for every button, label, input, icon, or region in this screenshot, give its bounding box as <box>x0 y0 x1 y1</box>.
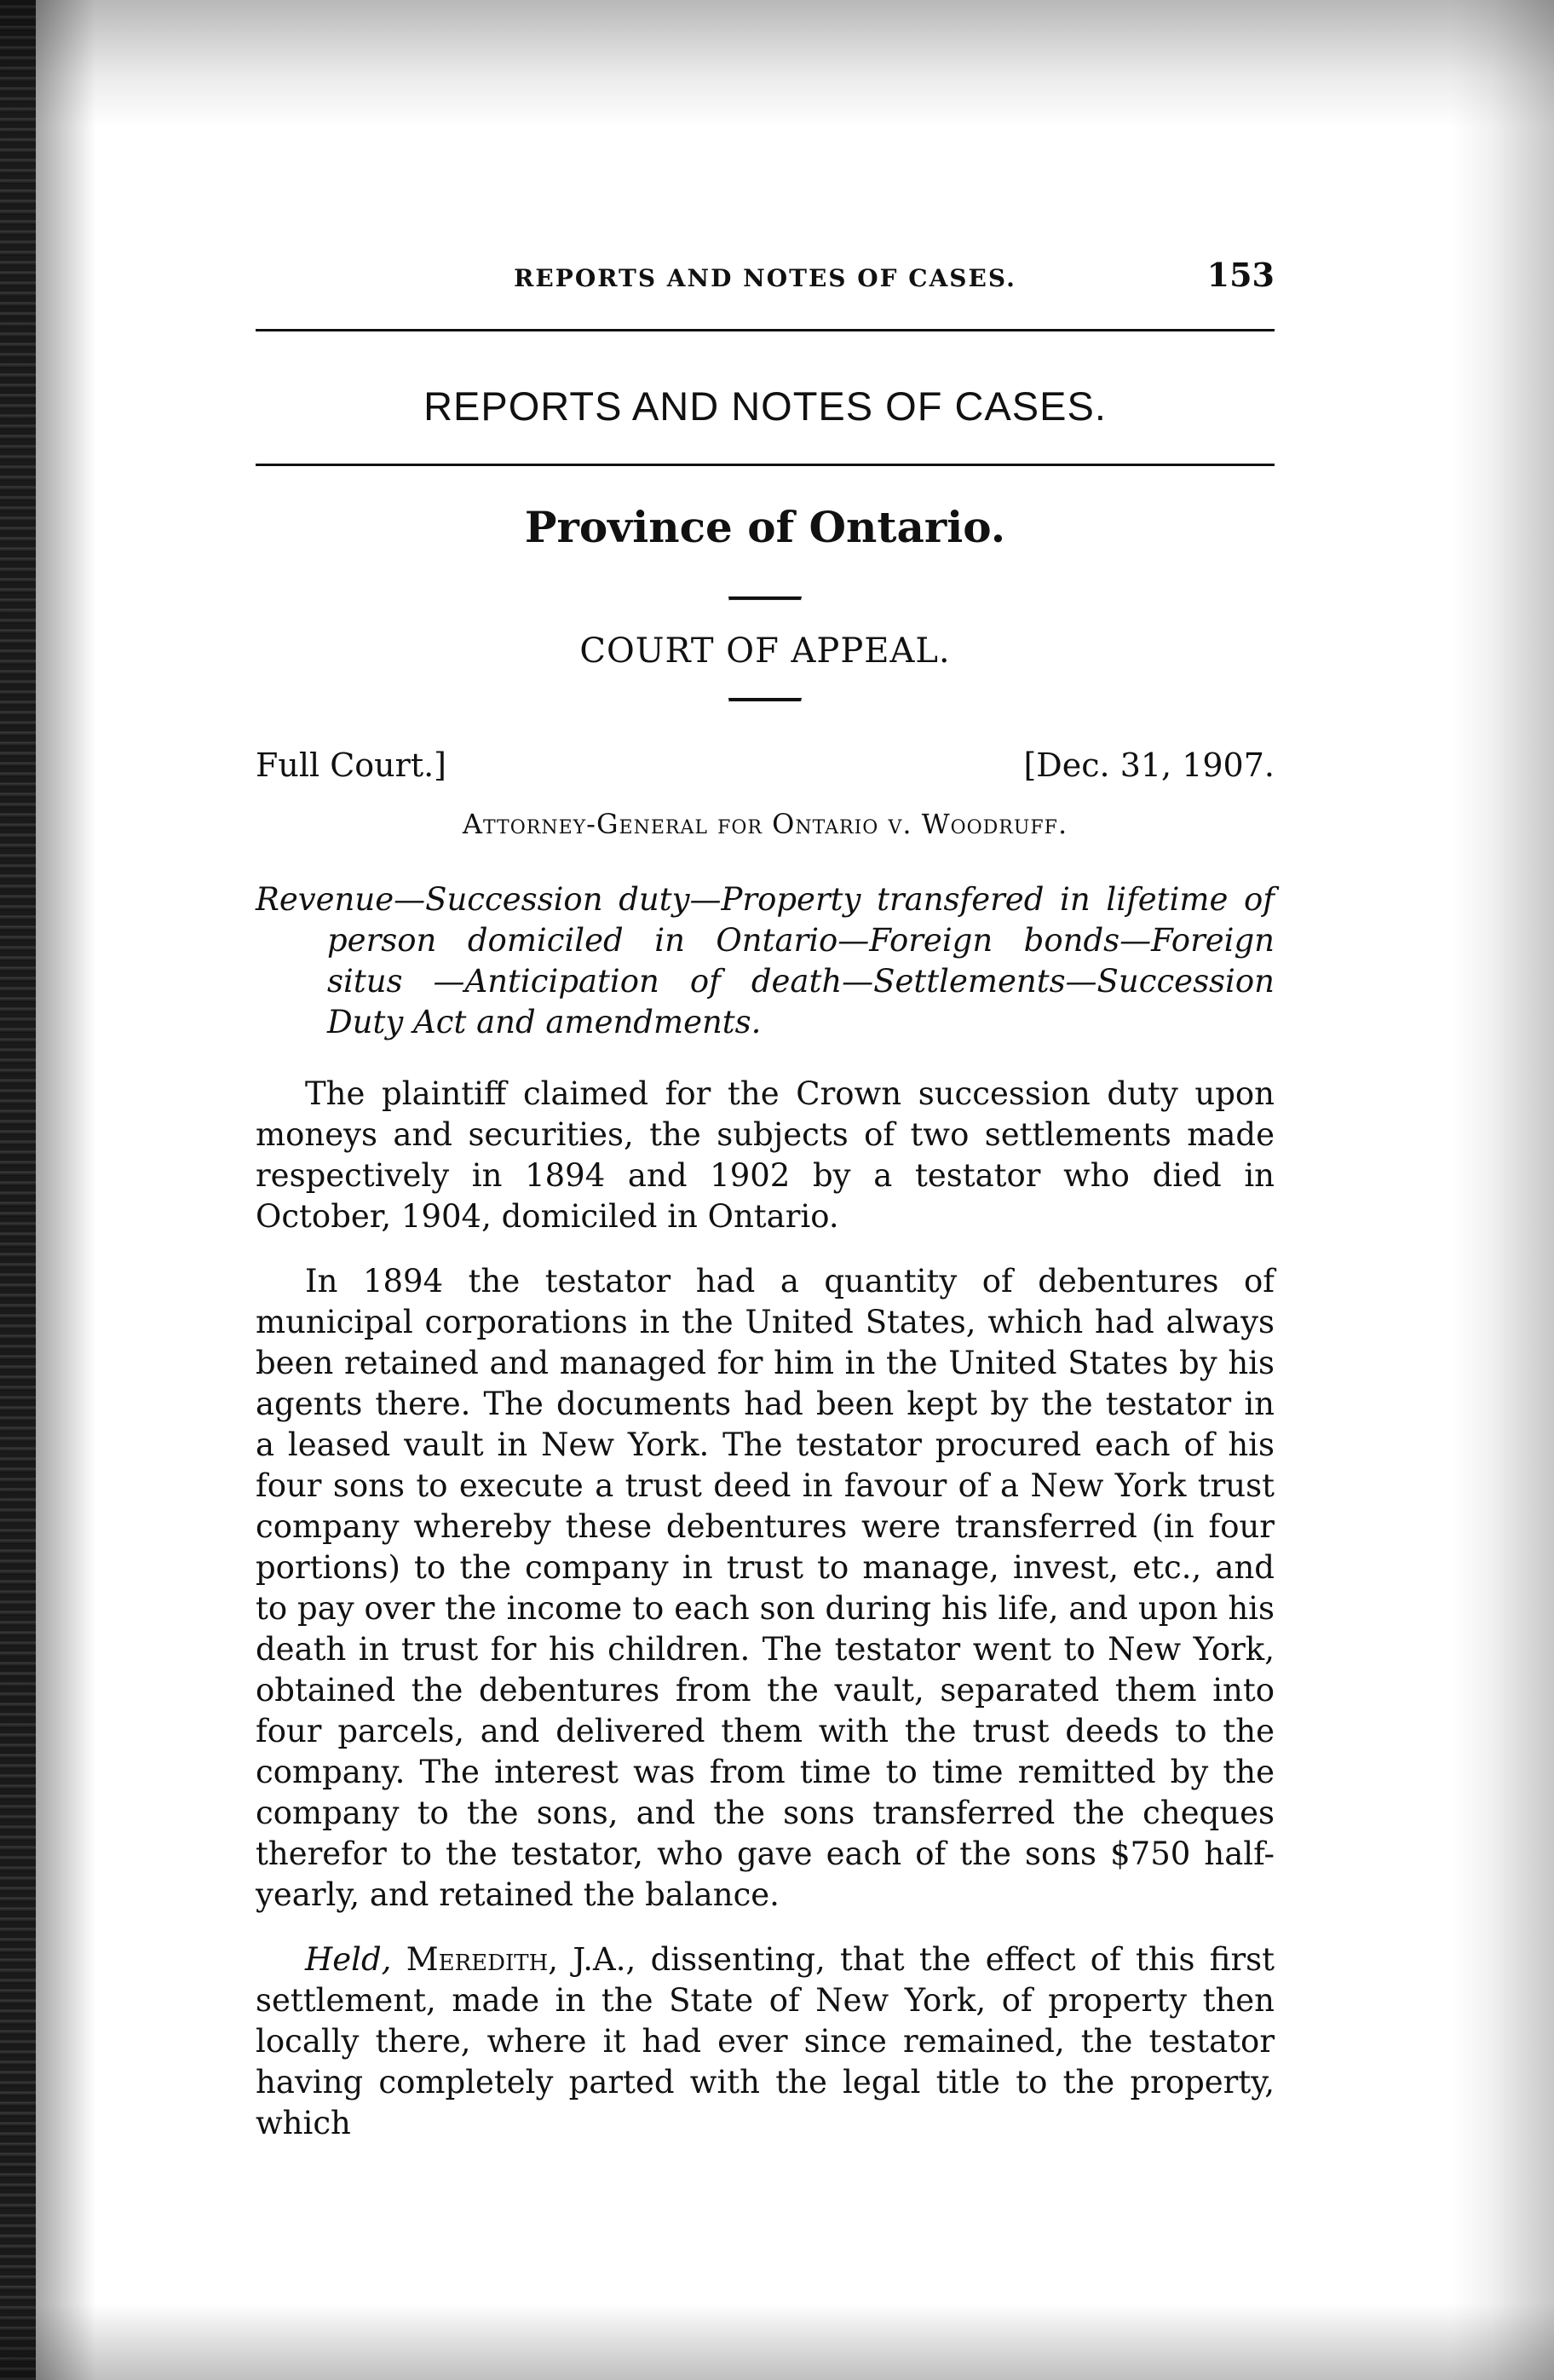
short-rule-top <box>728 596 802 601</box>
running-title: REPORTS AND NOTES OF CASES. <box>514 264 1016 292</box>
court-bench: Full Court.] <box>256 746 446 784</box>
province-heading: Province of Ontario. <box>524 502 1006 552</box>
page-number: 153 <box>1206 256 1275 294</box>
decision-date: [Dec. 31, 1907. <box>1023 746 1275 784</box>
court-line <box>256 746 1275 784</box>
document-page <box>256 256 1275 2144</box>
judge-name: Meredith, <box>406 1941 559 1978</box>
scan-shadow-top <box>0 0 1554 128</box>
running-head <box>256 256 1275 303</box>
section-title: REPORTS AND NOTES OF CASES. <box>423 383 1107 429</box>
short-rule-bottom <box>728 698 802 702</box>
paragraph-3 <box>256 1939 1275 2144</box>
scan-shadow-right <box>1452 0 1554 2380</box>
header-rule <box>256 329 1275 331</box>
paragraph-2: In 1894 the testator had a quantity of debentures of municipal corporations in the United States, which had always been retained and managed for him in the United States by his agents there. The documents had been kept by the testator in a leased vault in New York. The testator procured each of his four sons to execute a trust deed in favour of a New York trust company whereby these debentures were transferred (in four portions) to the company in trust to manage, invest, etc., and to pay over the income to each son during his life, and upon his death in trust for his children. The testator went to New York, obtained the debentures from the vault, separated them into four parcels, and delivered them with the trust deeds to the company. The interest was from time to time remitted by the company to the sons, and the sons transferred the cheques therefor to the testator, who gave each of the sons $750 half-yearly, and retained the balance. <box>256 1263 1275 1913</box>
headnote: Revenue—Succession duty—Property transfered in lifetime of person domiciled in Ontario—Foreign bonds—Foreign situs —Anticipation of death—Settlements—Succession Duty Act and amendments. <box>256 881 1275 1040</box>
scan-shadow-left <box>36 0 95 2380</box>
section-rule <box>256 464 1275 466</box>
held-label: Held, <box>305 1941 392 1978</box>
court-heading: COURT OF APPEAL. <box>579 631 951 671</box>
case-name: Attorney-General for Ontario v. Woodruff. <box>462 808 1068 840</box>
paragraph-3-text: J.A., dissenting, that the effect of this first settlement, made in the State of New York, of property then locally there, where it had ever since remained, the testator having completely parted with the legal title to the property, which <box>256 1941 1275 2141</box>
scan-shadow-bottom <box>0 2303 1554 2380</box>
scan-border-left <box>0 0 36 2380</box>
paragraph-1: The plaintiff claimed for the Crown succession duty upon moneys and securities, the subjects of two settlements made respectively in 1894 and 1902 by a testator who died in October, 1904, domiciled in Ontario. <box>256 1075 1275 1235</box>
